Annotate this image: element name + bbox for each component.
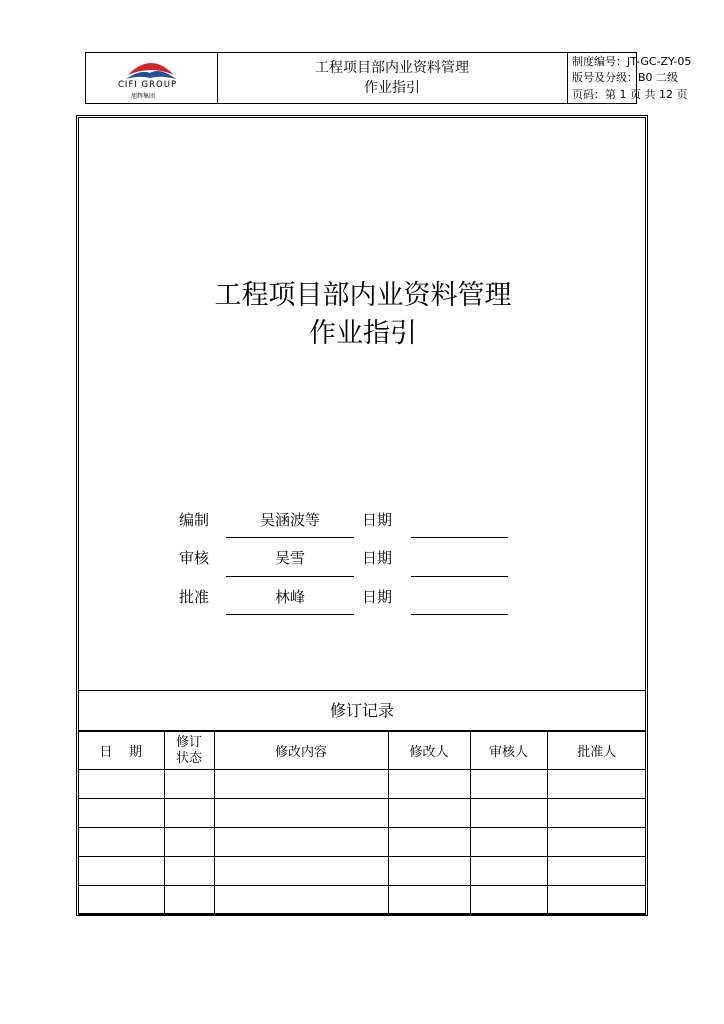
col-date: 日 期	[78, 732, 164, 770]
table-header-row	[78, 732, 646, 770]
cover-title-line2: 作业指引	[309, 318, 417, 349]
date-label: 日期	[362, 511, 393, 529]
page-number: 页码：第 1 页 共 12 页	[572, 88, 688, 101]
sig-label-review: 审核	[179, 549, 210, 567]
table-row	[78, 770, 646, 799]
table-cell	[547, 886, 646, 915]
table-row	[78, 857, 646, 886]
table-cell	[470, 828, 547, 857]
header-meta	[569, 53, 692, 103]
col-approver: 批准人	[547, 732, 646, 770]
table-cell	[78, 770, 164, 799]
table-row	[78, 828, 646, 857]
table-cell	[547, 770, 646, 799]
table-cell	[388, 770, 470, 799]
col-modifier: 修改人	[388, 732, 470, 770]
table-cell	[78, 828, 164, 857]
cover-title-line1: 工程项目部内业资料管理	[214, 280, 512, 311]
table-cell	[547, 828, 646, 857]
table-cell	[470, 799, 547, 828]
table-cell	[214, 828, 388, 857]
table-cell	[388, 799, 470, 828]
table-cell	[214, 857, 388, 886]
col-content: 修改内容	[214, 732, 388, 770]
revision-title: 修订记录	[78, 691, 646, 731]
sig-line	[226, 614, 354, 615]
sig-label-approve: 批准	[179, 588, 210, 606]
table-cell	[78, 886, 164, 915]
sig-value-compile: 吴涵波等	[259, 511, 320, 529]
table-cell	[164, 886, 214, 915]
date-line	[411, 614, 508, 615]
table-row	[78, 886, 646, 915]
sig-value-review: 吴雪	[274, 549, 305, 567]
col-reviewer: 审核人	[470, 732, 547, 770]
company-logo	[86, 53, 218, 103]
doc-version: 版号及分级：B0 二级	[572, 71, 679, 84]
header-title	[217, 53, 568, 103]
table-cell	[470, 857, 547, 886]
table-cell	[78, 857, 164, 886]
table-cell	[214, 886, 388, 915]
table-cell	[547, 857, 646, 886]
table-cell	[78, 799, 164, 828]
date-label: 日期	[362, 588, 393, 606]
table-cell	[388, 886, 470, 915]
table-cell	[388, 857, 470, 886]
sig-line	[226, 576, 354, 577]
logo-brand-text: CIFI GROUP	[118, 80, 178, 90]
revision-table	[78, 731, 646, 915]
table-cell	[164, 828, 214, 857]
table-cell	[164, 770, 214, 799]
logo-sub-text: 旭辉集团	[131, 93, 156, 100]
doc-number: 制度编号：JT-GC-ZY-05	[572, 55, 692, 68]
date-line	[411, 576, 508, 577]
col-status: 修订 状态	[164, 732, 214, 770]
table-cell	[214, 799, 388, 828]
table-cell	[388, 828, 470, 857]
sig-label-compile: 编制	[179, 511, 210, 529]
table-cell	[470, 770, 547, 799]
table-cell	[214, 770, 388, 799]
table-cell	[164, 857, 214, 886]
document-header	[85, 52, 692, 104]
date-line	[411, 537, 508, 538]
date-label: 日期	[362, 549, 393, 567]
table-cell	[470, 886, 547, 915]
table-row	[78, 799, 646, 828]
sig-value-approve: 林峰	[274, 588, 305, 606]
table-cell	[164, 799, 214, 828]
sig-line	[226, 537, 354, 538]
header-title-line2: 作业指引	[364, 80, 420, 96]
table-cell	[547, 799, 646, 828]
revision-record	[78, 690, 646, 915]
header-title-line1: 工程项目部内业资料管理	[315, 60, 469, 76]
